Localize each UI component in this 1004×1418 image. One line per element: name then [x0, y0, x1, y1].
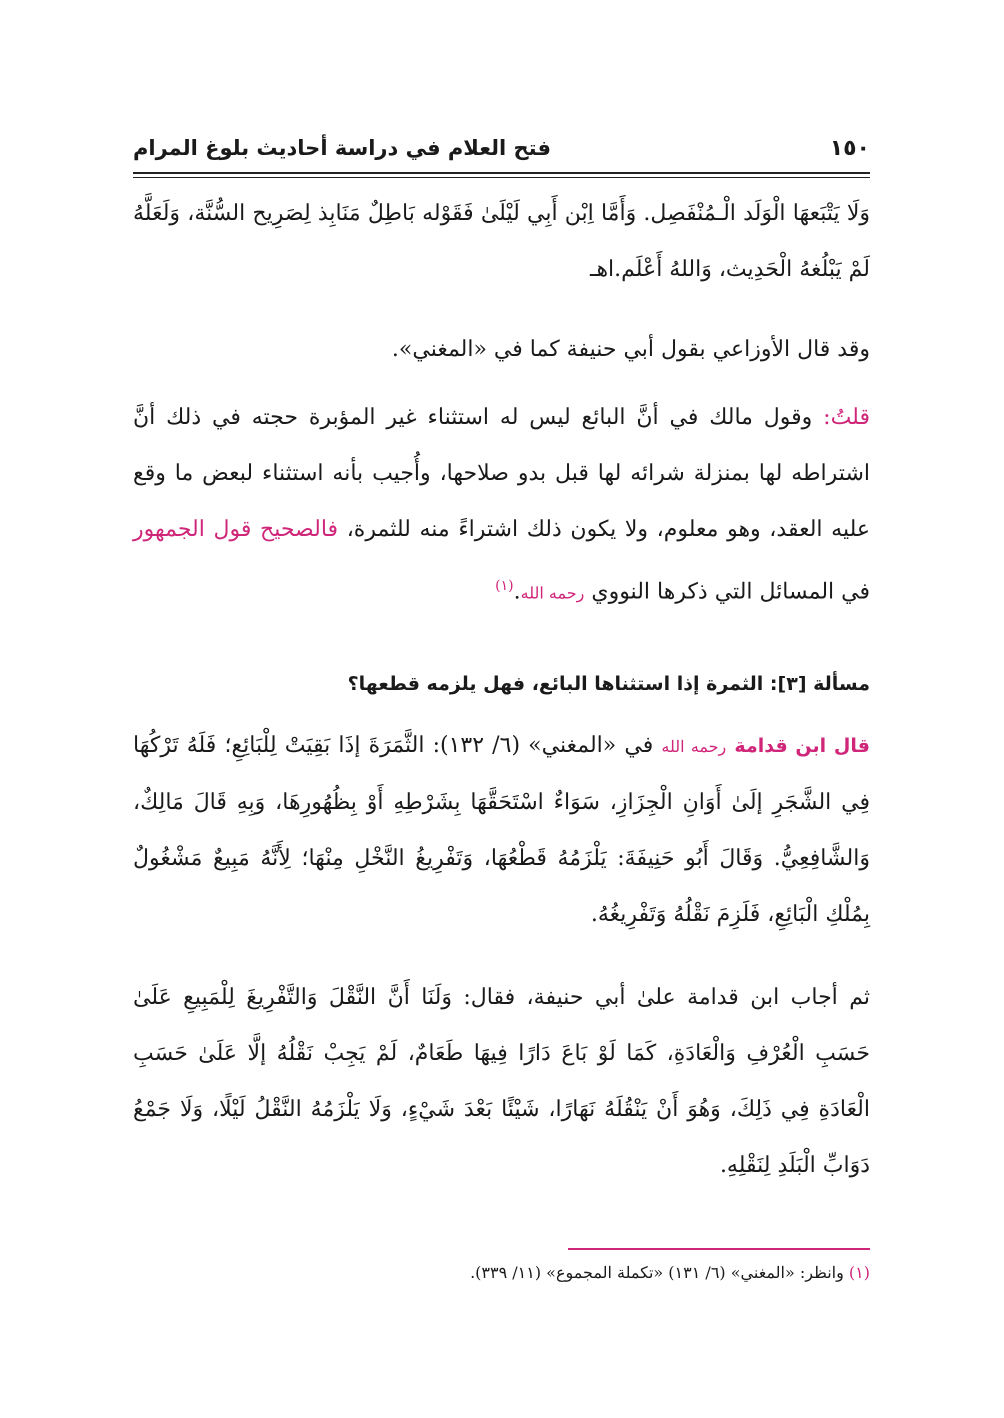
paragraph-2: [133, 322, 870, 378]
paragraph-3-body: وقول مالك في أنَّ البائع ليس له استثناء غير المؤبرة حجته في ذلك أنَّ اشتراطه لها بمنزلة شرائه لها قبل بدو صلاحها، وأُجيب بأنه استثناء لبعض ما وقع عليه العقد، وهو معلوم، ولا يكون ذلك اشتراءً منه للثمرة،: [133, 405, 870, 542]
honorific-ibn-qudamah: رحمه الله: [661, 737, 727, 756]
qultu-label: قلتُ:: [823, 405, 870, 430]
footnote-text: وانظر: «المغني» (٦/ ١٣١) «تكملة المجموع» (١١/ ٣٣٩).: [470, 1263, 849, 1282]
paragraph-1-text: وَلَا يَتْبَعهَا الْوَلَد الْـمُنْفَصِل. وَأَمَّا اِبْن أَبِي لَيْلَىٰ فَقَوْله بَاطِلٌ مَنَابِذ لِصَرِيح السُّنَّة، وَلَعَلَّهُ لَمْ يَبْلُغهُ الْحَدِيث، وَاللهُ أَعْلَم.اهـ: [133, 201, 870, 282]
footnote-number: (١): [848, 1263, 870, 1282]
ibn-qudamah-label: قال ابن قدامة: [734, 735, 870, 757]
paragraph-4-text: [133, 718, 870, 943]
paragraph-3-end: .: [513, 579, 521, 605]
paragraph-4: [133, 718, 870, 943]
paragraph-5-text: ثم أجاب ابن قدامة علىٰ أبي حنيفة، فقال: وَلَنَا أَنَّ النَّقْلَ وَالتَّفْرِيغَ لِلْمَبِيعِ عَلَىٰ حَسَبِ الْعُرْفِ وَالْعَادَةِ، كَمَا لَوْ بَاعَ دَارًا فِيهَا طَعَامٌ، لَمْ يَجِبْ نَقْلُهُ إلَّا عَلَىٰ حَسَبِ الْعَادَةِ فِي ذَلِكَ، وَهُوَ أَنْ يَنْقُلَهُ نَهَارًا، شَيْئًا بَعْدَ شَيْءٍ، وَلَا يَلْزَمُهُ النَّقْلُ لَيْلًا، وَلَا جَمْعُ دَوَابِّ الْبَلَدِ لِنَقْلِهِ.: [133, 985, 870, 1178]
paragraph-3-text: [133, 390, 870, 621]
honorific-nawawi: رحمه الله: [520, 583, 585, 603]
question-heading: [133, 664, 870, 704]
question-label: مسألة [٣]:: [769, 673, 870, 695]
paragraph-5: [133, 970, 870, 1194]
page-header: [133, 128, 870, 168]
paragraph-4-body: في «المغني» (٦/ ١٣٢): الثَّمَرَةَ إذَا بَقِيَتْ لِلْبَائِعِ؛ فَلَهُ تَرْكُهَا فِي الشَّجَرِ إلَىٰ أَوَانِ الْجِزَازِ، سَوَاءٌ اسْتَحَقَّهَا بِشَرْطِهِ أَوْ بِظُهُورِهَا، وَبِهِ قَالَ مَالِكٌ، وَالشَّافِعِيُّ. وَقَالَ أَبُو حَنِيفَةَ: يَلْزَمُهُ قَطْعُهَا، وَتَفْرِيغُ النَّخْلِ مِنْهَا؛ لِأَنَّهُ مَبِيعٌ مَشْغُولٌ بِمُلْكِ الْبَائِعِ، فَلَزِمَ نَقْلُهُ وَتَفْرِيغُهُ.: [133, 733, 870, 927]
footnote-reference[interactable]: (١): [495, 578, 514, 594]
majority-opinion-highlight: فالصحيح قول الجمهور: [133, 517, 339, 542]
footnote-separator: [568, 1248, 870, 1250]
page-number: ١٥٠: [829, 135, 870, 161]
paragraph-2-text: وقد قال الأوزاعي بقول أبي حنيفة كما في «المغني».: [391, 337, 870, 362]
book-title: فتح العلام في دراسة أحاديث بلوغ المرام: [133, 136, 551, 160]
paragraph-3-tail: في المسائل التي ذكرها النووي: [584, 579, 870, 605]
footnote: [133, 1258, 870, 1288]
question-heading-text: [133, 664, 870, 704]
paragraph-1: [133, 186, 870, 298]
paragraph-3: [133, 390, 870, 621]
question-text: الثمرة إذا استثناها البائع، فهل يلزمه قطعها؟: [347, 673, 770, 695]
header-rule-thin: [133, 177, 870, 178]
header-rule-thick: [133, 172, 870, 174]
